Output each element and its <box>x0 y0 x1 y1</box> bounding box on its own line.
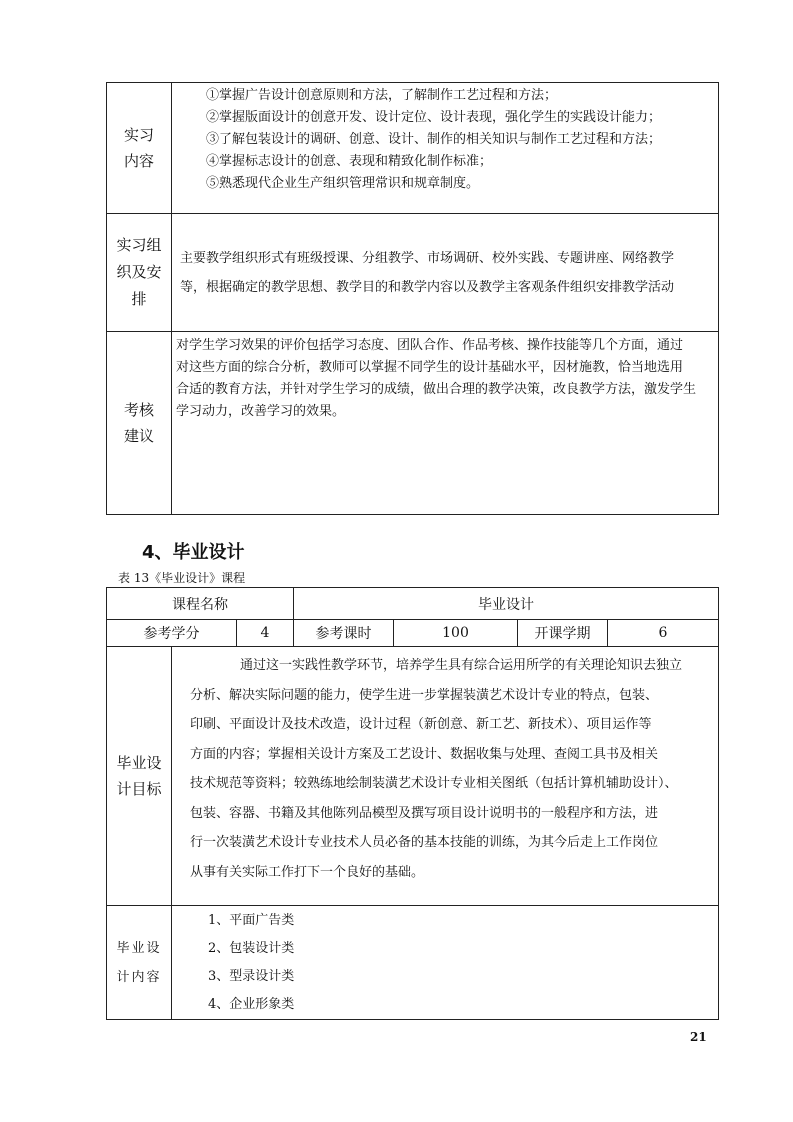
label-line: 计目标 <box>116 780 162 798</box>
goal-line: 行一次装潢艺术设计专业技术人员必备的基本技能的训练，为其今后走上工作岗位 <box>190 835 659 850</box>
goal-line: 印刷、平面设计及技术改造，设计过程（新创意、新工艺、新技术）、项目运作等 <box>190 717 652 732</box>
list-item: 1、平面广告类 <box>208 913 295 928</box>
goal-line: 分析、解决实际问题的能力，使学生进一步掌握装潢艺术设计专业的特点，包装、 <box>190 687 659 703</box>
page-number: 21 <box>690 1030 707 1044</box>
content-line: ③了解包装设计的调研、创意、设计、制作的相关知识与制作工艺过程和方法； <box>206 132 662 147</box>
credit-value: 4 <box>237 620 294 647</box>
semester-label: 开课学期 <box>518 620 608 647</box>
goal-line: 技术规范等资料；较熟练地绘制装潢艺术设计专业相关图纸（包括计算机辅助设计）、 <box>190 776 678 791</box>
goal-line: 包装、容器、书籍及其他陈列品模型及撰写项目设计说明书的一般程序和方法，进 <box>190 805 659 821</box>
goal-label <box>107 647 172 906</box>
goal-line: 从事有关实际工作打下一个良好的基础。 <box>190 864 425 880</box>
label-line: 计内容 <box>116 969 162 985</box>
content-line: 等，根据确定的教学思想、教学目的和教学内容以及教学主客观条件组织安排教学活动 <box>180 279 675 295</box>
content-line: ⑤熟悉现代企业生产组织管理常识和规章制度。 <box>206 176 480 191</box>
goal-row <box>107 647 719 906</box>
label-line: 建议 <box>123 427 154 445</box>
course-name-label: 课程名称 <box>107 588 294 620</box>
label-line: 毕业设 <box>116 940 162 956</box>
content-line: ②掌握版面设计的创意开发、设计定位、设计表现，强化学生的实践设计能力； <box>206 110 662 125</box>
internship-table <box>106 82 719 515</box>
content-line: 对这些方面的综合分析，教师可以掌握不同学生的设计基础水平，因材施教，恰当地选用 <box>176 360 684 375</box>
content-row <box>107 906 719 1020</box>
internship-organization-text <box>172 214 719 332</box>
section-title: 4、毕业设计 <box>142 542 245 563</box>
content-line: ①掌握广告设计创意原则和方法，了解制作工艺过程和方法； <box>206 88 558 103</box>
content-line: ④掌握标志设计的创意、表现和精致化制作标准； <box>206 154 493 169</box>
course-name-value: 毕业设计 <box>294 588 719 620</box>
internship-content-row <box>107 83 719 214</box>
assessment-row <box>107 332 719 515</box>
course-meta-row <box>107 620 719 647</box>
hours-label: 参考课时 <box>294 620 394 647</box>
internship-organization-label <box>107 214 172 332</box>
label-line: 考核 <box>123 401 154 419</box>
table-caption: 表 13《毕业设计》课程 <box>118 571 246 585</box>
internship-content-label <box>107 83 172 214</box>
goal-text <box>172 647 719 906</box>
goal-line: 方面的内容；掌握相关设计方案及工艺设计、数据收集与处理、查阅工具书及相关 <box>190 746 659 762</box>
content-list <box>172 906 719 1020</box>
label-line: 排 <box>131 290 147 308</box>
semester-value: 6 <box>608 620 719 647</box>
course-table <box>106 587 719 1020</box>
list-item: 4、企业形象类 <box>208 997 295 1012</box>
list-item: 3、型录设计类 <box>208 969 295 984</box>
hours-value: 100 <box>394 620 518 647</box>
content-line: 对学生学习效果的评价包括学习态度、团队合作、作品考核、操作技能等几个方面，通过 <box>176 338 684 353</box>
credit-label: 参考学分 <box>107 620 237 647</box>
goal-line: 通过这一实践性教学环节，培养学生具有综合运用所学的有关理论知识去独立 <box>240 658 683 673</box>
internship-organization-row <box>107 214 719 332</box>
internship-content-text <box>172 83 719 214</box>
assessment-label <box>107 332 172 515</box>
label-line: 内容 <box>123 152 154 170</box>
label-line: 织及安 <box>116 263 162 281</box>
label-line: 毕业设 <box>116 754 162 772</box>
course-name-row <box>107 588 719 620</box>
list-item: 2、包装设计类 <box>208 941 295 956</box>
content-line: 学习动力，改善学习的效果。 <box>176 404 346 419</box>
label-line: 实习组 <box>116 236 162 254</box>
content-label <box>107 906 172 1020</box>
content-line: 主要教学组织形式有班级授课、分组教学、市场调研、校外实践、专题讲座、网络教学 <box>180 250 675 266</box>
label-line: 实习 <box>123 126 154 144</box>
content-line: 合适的教育方法，并针对学生学习的成绩，做出合理的教学决策，改良教学方法，激发学生 <box>176 382 697 397</box>
assessment-text <box>172 332 719 515</box>
